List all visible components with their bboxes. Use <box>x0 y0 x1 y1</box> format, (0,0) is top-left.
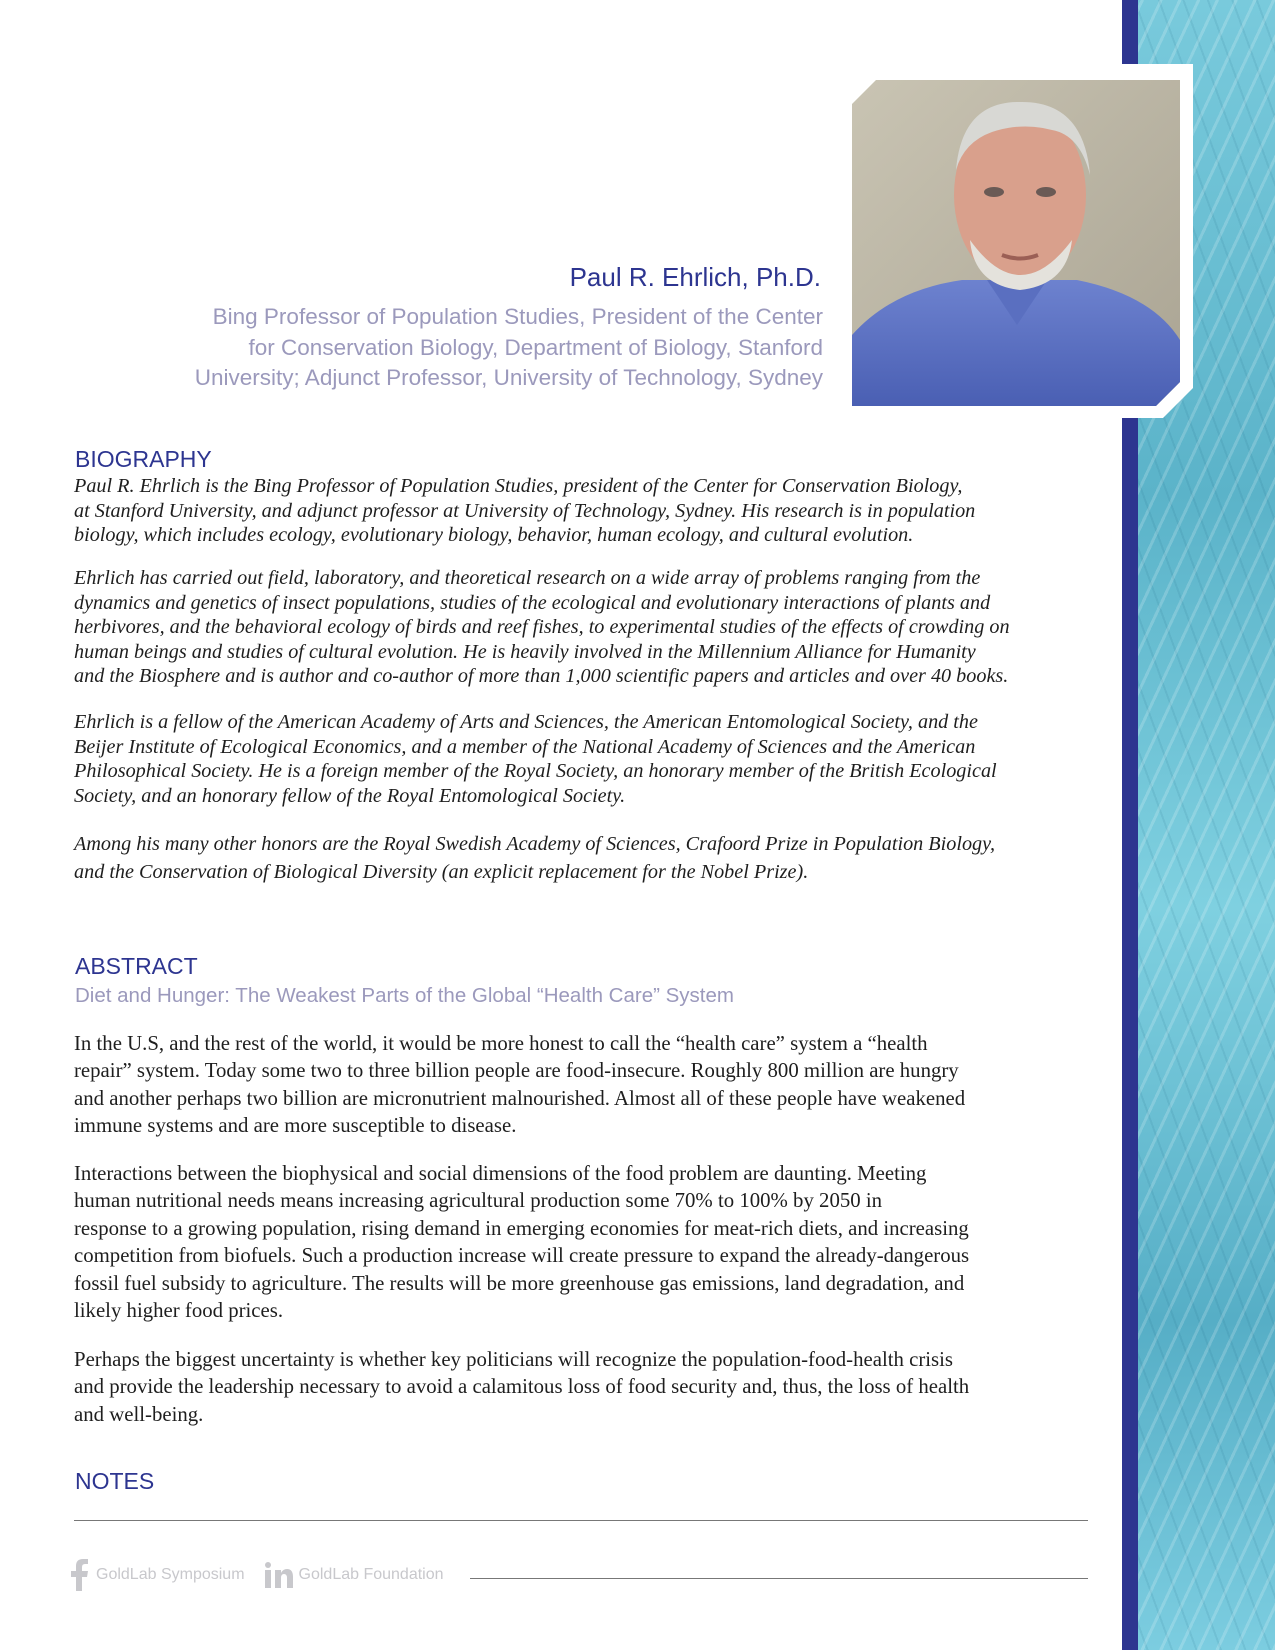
title-line: University; Adjunct Professor, University of Technology, Sydney <box>194 365 823 390</box>
title-line: for Conservation Biology, Department of Biology, Stanford <box>248 334 823 360</box>
text-line: repair” system. Today some two to three billion people are food-insecure. Roughly 800 million are hungry <box>74 1059 959 1083</box>
portrait-photo <box>852 80 1180 406</box>
text-line: at Stanford University, and adjunct professor at University of Technology, Sydney. His research is in population <box>74 499 976 522</box>
linkedin-label[interactable]: GoldLab Foundation <box>298 1566 444 1583</box>
abstract-paragraph <box>74 1030 1084 1140</box>
text-line: and the Conservation of Biological Diversity (an explicit replacement for the Nobel Prize). <box>74 861 809 883</box>
abstract-paragraph <box>74 1346 1084 1428</box>
speaker-title <box>103 302 823 394</box>
bio-paragraph <box>74 710 1084 808</box>
bio-paragraph <box>74 830 1084 886</box>
facebook-icon[interactable] <box>68 1559 90 1591</box>
text-line: immune systems and are more susceptible to disease. <box>74 1114 517 1138</box>
text-line: herbivores, and the behavioral ecology of birds and reef fishes, to experimental studies of the effects of crowding on <box>74 616 1010 639</box>
abstract-subtitle: Diet and Hunger: The Weakest Parts of the Global “Health Care” System <box>75 984 734 1007</box>
text-line: and provide the leadership necessary to avoid a calamitous loss of food security and, thus, the loss of health <box>74 1375 970 1399</box>
footer-social <box>68 1557 444 1593</box>
text-line: Interactions between the biophysical and social dimensions of the food problem are daunting. Meeting <box>74 1162 927 1185</box>
text-line: human beings and studies of cultural evolution. He is heavily involved in the Millennium Alliance for Humanity <box>74 640 976 663</box>
bio-paragraph <box>74 474 1084 548</box>
notes-heading: NOTES <box>75 1468 155 1494</box>
text-line: human nutritional needs means increasing agricultural production some 70% to 100% by 2050 in <box>74 1189 883 1213</box>
text-line: and well-being. <box>74 1402 204 1426</box>
text-line: Philosophical Society. He is a foreign member of the Royal Society, an honorary member of the British Ecological <box>74 760 997 783</box>
text-line: Society, and an honorary fellow of the Royal Entomological Society. <box>74 784 626 807</box>
text-line: In the U.S, and the rest of the world, it would be more honest to call the “health care” system a “health <box>74 1032 928 1055</box>
text-line: Perhaps the biggest uncertainty is whether key politicians will recognize the population-food-health crisis <box>74 1348 954 1371</box>
text-line: biology, which includes ecology, evolutionary biology, behavior, human ecology, and cultural evolution. <box>74 524 914 547</box>
title-line: Bing Professor of Population Studies, President of the Center <box>212 304 823 329</box>
text-line: competition from biofuels. Such a production increase will create pressure to expand the already-dangerous <box>74 1244 970 1268</box>
text-line: Ehrlich is a fellow of the American Academy of Arts and Sciences, the American Entomological Society, and the <box>74 711 978 733</box>
text-line: Among his many other honors are the Royal Swedish Academy of Sciences, Crafoord Prize in Population Biology, <box>74 833 996 855</box>
notes-line[interactable] <box>74 1520 1088 1521</box>
text-line: Ehrlich has carried out field, laboratory, and theoretical research on a wide array of problems ranging from the <box>74 567 981 589</box>
text-line: Paul R. Ehrlich is the Bing Professor of Population Studies, president of the Center for Conservation Biology, <box>74 475 963 497</box>
bio-paragraph <box>74 566 1084 689</box>
linkedin-icon[interactable] <box>265 1562 293 1588</box>
notes-line[interactable] <box>470 1578 1088 1579</box>
facebook-label[interactable]: GoldLab Symposium <box>96 1566 245 1583</box>
text-line: and the Biosphere and is author and co-author of more than 1,000 scientific papers and articles and over 40 books. <box>74 665 1009 688</box>
text-line: response to a growing population, rising demand in emerging economies for meat-rich diets, and increasing <box>74 1216 969 1240</box>
speaker-name: Paul R. Ehrlich, Ph.D. <box>569 262 821 292</box>
text-line: and another perhaps two billion are micronutrient malnourished. Almost all of these people have weakened <box>74 1086 966 1110</box>
biography-heading: BIOGRAPHY <box>75 446 212 472</box>
abstract-paragraph <box>74 1160 1084 1324</box>
abstract-heading: ABSTRACT <box>75 953 198 979</box>
text-line: dynamics and genetics of insect populations, studies of the ecological and evolutionary interactions of plants and <box>74 591 991 614</box>
text-line: fossil fuel subsidy to agriculture. The results will be more greenhouse gas emissions, land degradation, and <box>74 1271 965 1295</box>
text-line: Beijer Institute of Ecological Economics, and a member of the National Academy of Sciences and the American <box>74 735 976 758</box>
text-line: likely higher food prices. <box>74 1299 284 1323</box>
